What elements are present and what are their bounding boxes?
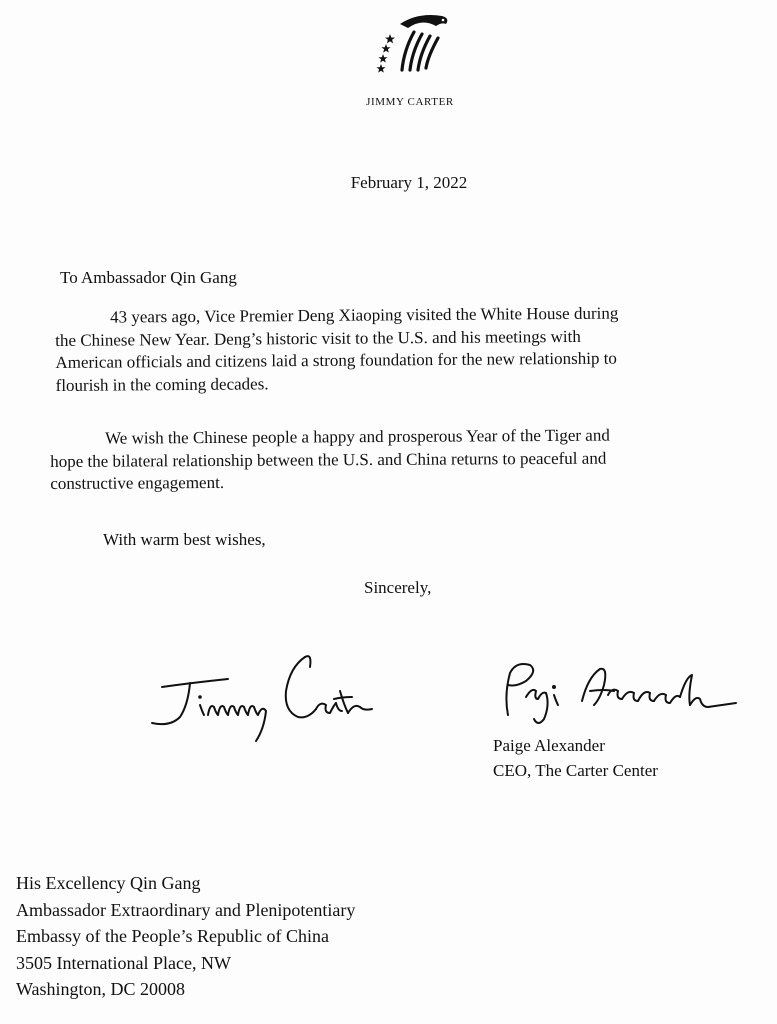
closing-line: With warm best wishes,: [103, 530, 266, 549]
paragraph-line: American officials and citizens laid a strong foundation for the new relationship to: [55, 348, 617, 372]
address-line: His Excellency Qin Gang: [16, 873, 201, 893]
sign-off: Sincerely,: [364, 578, 432, 597]
paragraph-line: flourish in the coming decades.: [55, 373, 269, 395]
address-line: Ambassador Extraordinary and Plenipotentiary: [16, 899, 356, 920]
letter-date: February 1, 2022: [350, 173, 468, 192]
address-line: Washington, DC 20008: [16, 979, 186, 999]
signer-name: Paige Alexander: [493, 736, 605, 755]
salutation: To Ambassador Qin Gang: [60, 268, 237, 287]
recipient-address: [16, 870, 355, 1003]
paragraph-line: constructive engagement.: [50, 472, 225, 493]
address-line: 3505 International Place, NW: [16, 952, 231, 973]
body-paragraph-2: [50, 424, 777, 496]
letterhead-name: JIMMY CARTER: [366, 96, 454, 108]
address-line: Embassy of the People’s Republic of China: [16, 926, 329, 946]
paragraph-line: hope the bilateral relationship between the U.S. and China returns to peaceful and: [50, 448, 607, 471]
alexander-signature: [478, 655, 743, 730]
signer-block: [493, 733, 658, 783]
paragraph-line: the Chinese New Year. Deng’s historic visit to the U.S. and his meetings with: [55, 326, 581, 350]
paragraph-line: We wish the Chinese people a happy and prosperous Year of the Tiger and: [105, 425, 610, 448]
eagle-stars-logo-icon: [372, 10, 454, 80]
signer-title: CEO, The Carter Center: [493, 761, 658, 780]
carter-signature: [140, 645, 380, 750]
body-paragraph-1: [55, 301, 777, 397]
paragraph-line: 43 years ago, Vice Premier Deng Xiaoping visited the White House during: [110, 303, 619, 327]
